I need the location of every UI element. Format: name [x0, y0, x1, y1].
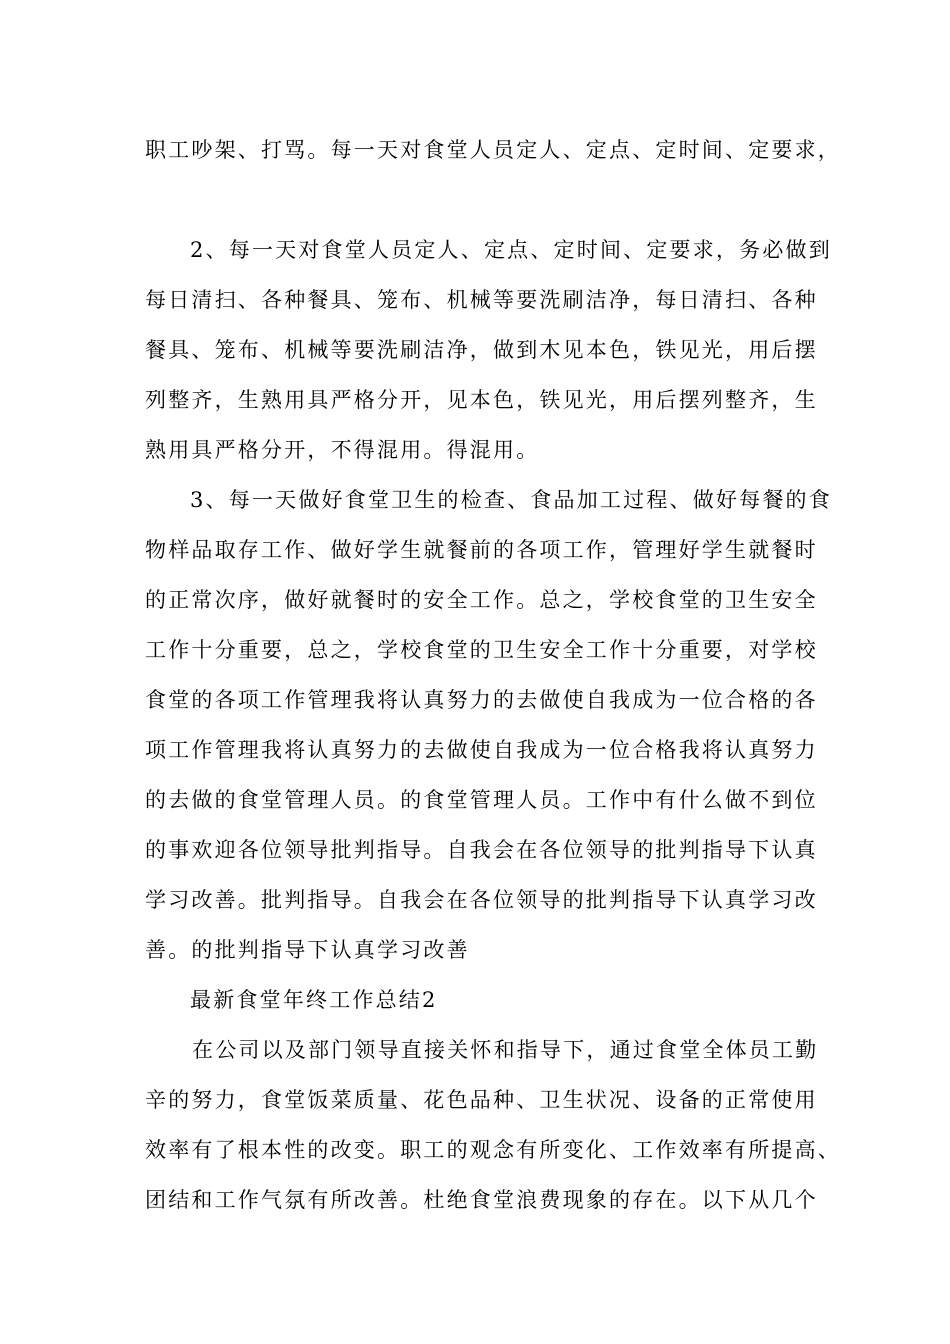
text-line: 2、每一天对食堂人员定人、定点、定时间、定要求，务必做到 [190, 238, 832, 262]
text-line: 食堂的各项工作管理我将认真努力的去做使自我成为一位合格的各 [145, 688, 818, 712]
text-line: 善。的批判指导下认真学习改善 [145, 938, 470, 962]
text-line: 每日清扫、各种餐具、笼布、机械等要洗刷洁净，每日清扫、各种 [145, 288, 818, 312]
text-line: 在公司以及部门领导直接关怀和指导下，通过食堂全体员工勤 [192, 1038, 819, 1062]
text-line: 熟用具严格分开，不得混用。得混用。 [145, 438, 540, 462]
text-line: 辛的努力，食堂饭菜质量、花色品种、卫生状况、设备的正常使用 [145, 1088, 818, 1112]
section-heading: 最新食堂年终工作总结2 [190, 988, 438, 1012]
text-line: 职工吵架、打骂。每一天对食堂人员定人、定点、定时间、定要求， [145, 138, 841, 162]
text-line: 的去做的食堂管理人员。的食堂管理人员。工作中有什么做不到位 [145, 788, 818, 812]
text-line: 学习改善。批判指导。自我会在各位领导的批判指导下认真学习改 [145, 888, 818, 912]
text-line: 团结和工作气氛有所改善。杜绝食堂浪费现象的存在。以下从几个 [145, 1188, 818, 1212]
text-line: 项工作管理我将认真努力的去做使自我成为一位合格我将认真努力 [145, 738, 818, 762]
text-line: 的事欢迎各位领导批判指导。自我会在各位领导的批判指导下认真 [145, 838, 818, 862]
text-line: 餐具、笼布、机械等要洗刷洁净，做到木见本色，铁见光，用后摆 [145, 338, 818, 362]
text-line: 效率有了根本性的改变。职工的观念有所变化、工作效率有所提高、 [145, 1138, 841, 1162]
text-line: 物样品取存工作、做好学生就餐前的各项工作，管理好学生就餐时 [145, 538, 818, 562]
text-line: 的正常次序，做好就餐时的安全工作。总之，学校食堂的卫生安全 [145, 588, 818, 612]
text-line: 列整齐，生熟用具严格分开，见本色，铁见光，用后摆列整齐，生 [145, 388, 818, 412]
text-line: 3、每一天做好食堂卫生的检查、食品加工过程、做好每餐的食 [190, 488, 832, 512]
text-line: 工作十分重要，总之，学校食堂的卫生安全工作十分重要，对学校 [145, 638, 818, 662]
